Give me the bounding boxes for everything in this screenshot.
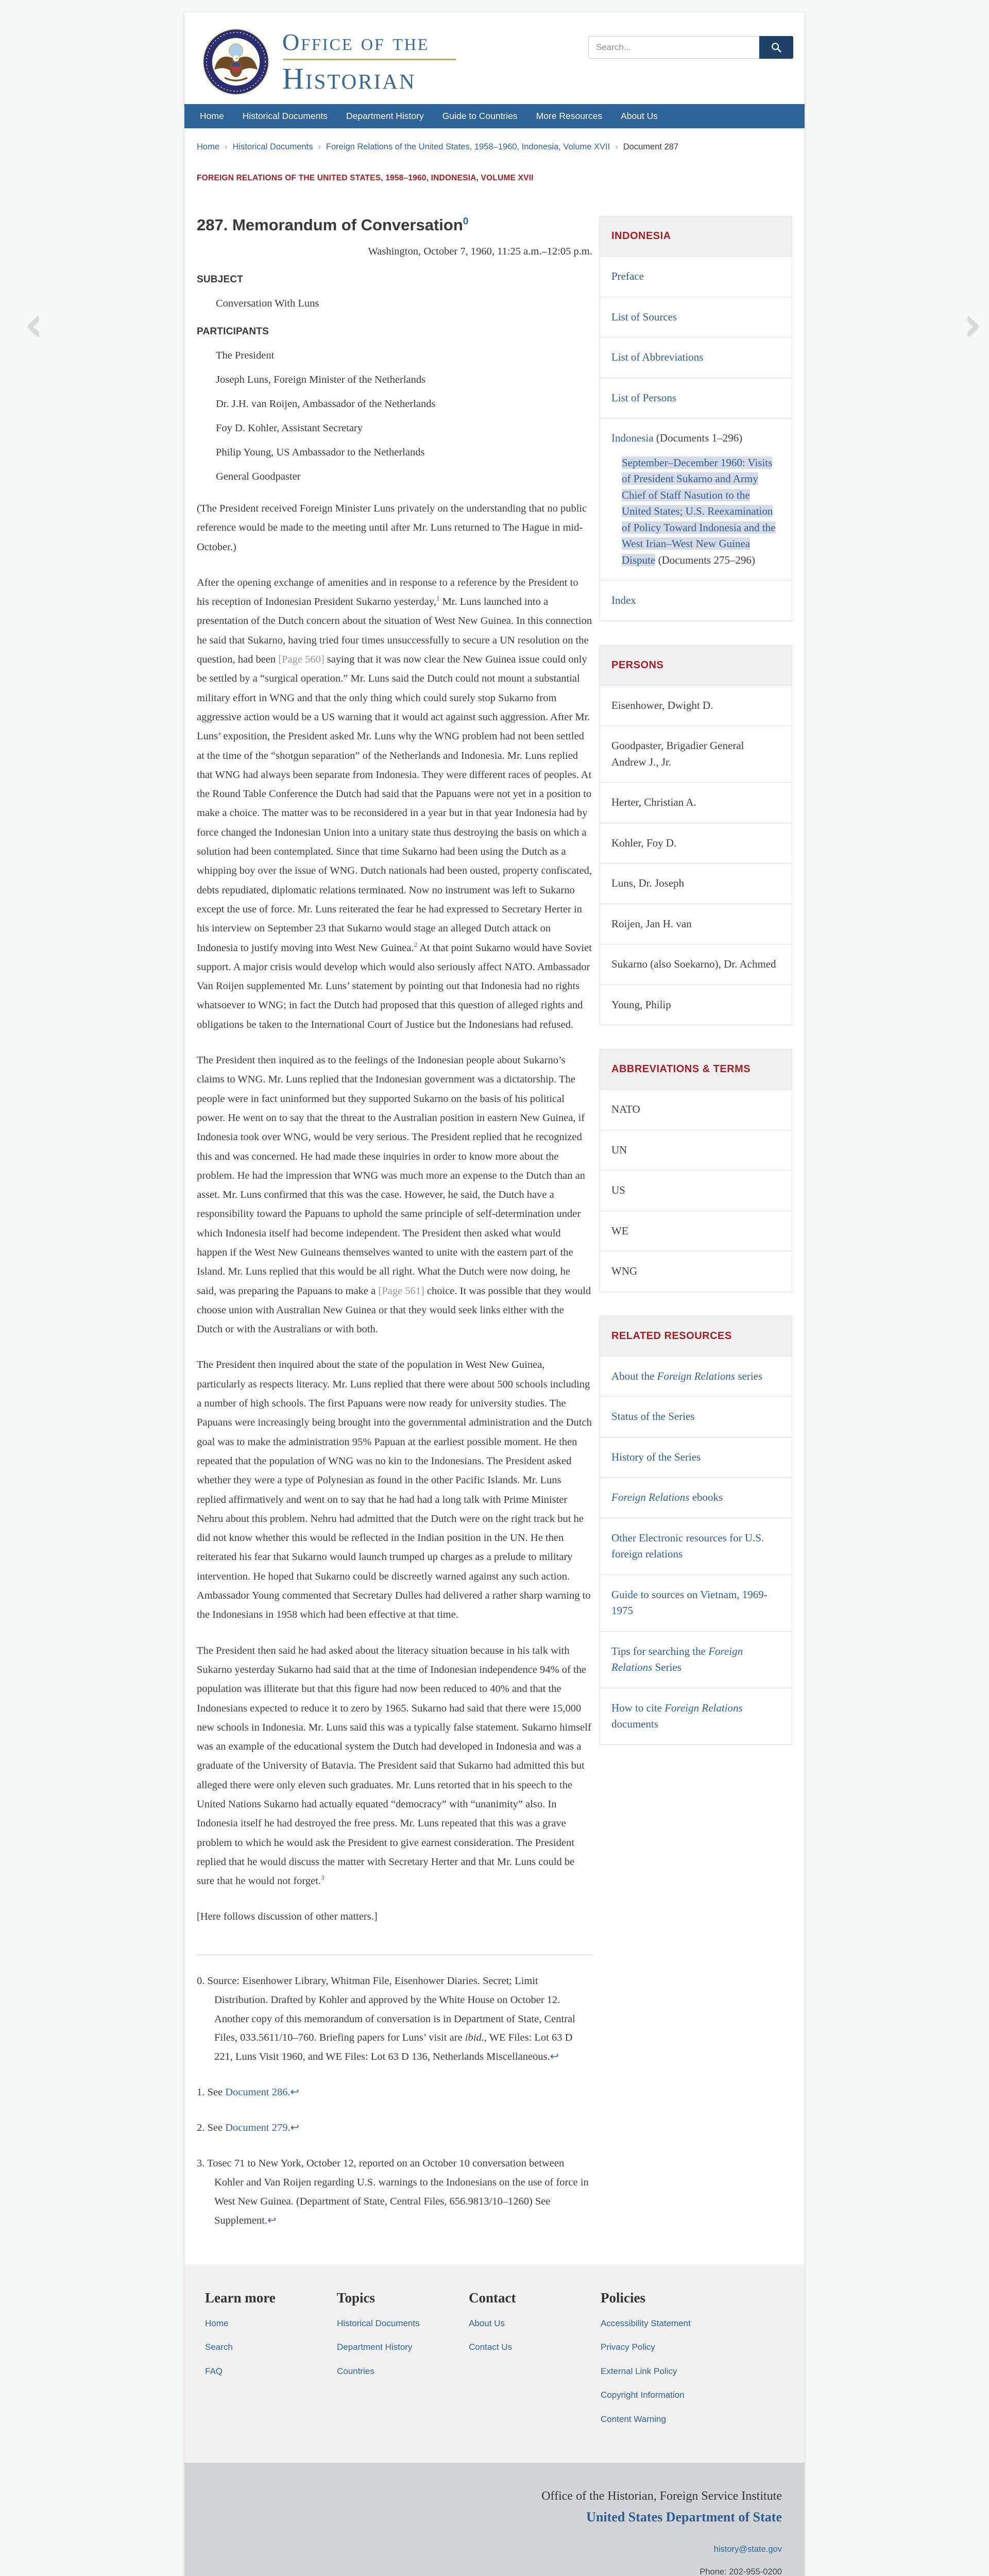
title-divider bbox=[283, 59, 456, 60]
body-paragraph bbox=[197, 1051, 592, 1339]
content-row bbox=[184, 216, 805, 2230]
participant: General Goodpaster bbox=[216, 471, 301, 482]
footnote bbox=[197, 2083, 592, 2102]
page bbox=[0, 12, 989, 2576]
footer-link-contact-us[interactable]: Contact Us bbox=[469, 2342, 513, 2352]
body-paragraph bbox=[197, 573, 592, 1035]
text-run: Eisenhower, Dwight D. bbox=[611, 699, 713, 711]
text-run: Sukarno (also Soekarno), Dr. Achmed bbox=[611, 958, 776, 970]
text-run: Roijen, Jan H. van bbox=[611, 917, 692, 930]
subject-value: Conversation With Luns bbox=[216, 298, 319, 309]
sidebar-link-item[interactable] bbox=[600, 1437, 792, 1478]
text-run: Source: Eisenhower Library, Whitman File, Eisenhower Diaries. Secret; Limit Distribution. Drafted by Kohler and approved by the White House on October 12. Another copy of this memorandum of conversation is in Department of State, Central Files, 033.5611/10–760. Briefing papers for Luns’ visit are bbox=[207, 1975, 575, 2044]
nav-item-home[interactable]: Home bbox=[200, 111, 224, 121]
sidebar-entry bbox=[600, 823, 792, 864]
document-main bbox=[197, 216, 592, 2230]
participants-label: PARTICIPANTS bbox=[197, 326, 269, 337]
text-run: WE bbox=[611, 1224, 628, 1237]
inline-link[interactable]: How to cite bbox=[611, 1701, 665, 1714]
search-input[interactable] bbox=[588, 36, 759, 59]
breadcrumb-separator: › bbox=[225, 142, 228, 151]
inline-link[interactable]: List of Sources bbox=[611, 310, 677, 323]
breadcrumb-link[interactable]: Home bbox=[197, 142, 220, 151]
footer-link-home[interactable]: Home bbox=[205, 2318, 229, 2328]
search-icon bbox=[771, 42, 782, 53]
inline-link[interactable]: Tips for searching the bbox=[611, 1645, 709, 1657]
sidebar-link-item[interactable] bbox=[600, 1632, 792, 1688]
sidebar-entry bbox=[600, 1171, 792, 1211]
sidebar-link-item[interactable] bbox=[600, 1518, 792, 1575]
footer-link-accessibility-statement[interactable]: Accessibility Statement bbox=[601, 2318, 691, 2328]
text-run: The President then said he had asked about the literacy situation because in his talk with Sukarno yesterday Sukarno had said that at the time of Indonesian independence 94% of the population was illiterate but that this figure had now been reduced to 40% and that the Indonesians expected to reduce it to zero by 1965. Sukarno had said that there were 15,000 new schools in Indonesia. Mr. Luns said this was a typically false statement. Sukarno himself was an example of the educational system the Dutch had developed in Indonesia and was a graduate of the University of Batavia. The President said that Sukarno had admitted this but alleged there were only eleven such graduates. Mr. Luns retorted that in his speech to the United Nations Sukarno had actually equated “democracy” with “unanimity” also. In Indonesia itself he had destroyed the free press. Mr. Luns repeated that this was a grave problem to which he would ask the President to give earnest consideration. The President replied that he would discuss the matter with Secretary Herter and that Mr. Luns could be sure that he would not forget. bbox=[197, 1645, 591, 1887]
footer-column-heading: Topics bbox=[337, 2290, 376, 2306]
subject-label: SUBJECT bbox=[197, 274, 244, 285]
participant: Foy D. Kohler, Assistant Secretary bbox=[216, 422, 363, 434]
inline-link[interactable]: Series bbox=[652, 1661, 681, 1673]
nav-item-historical-documents[interactable]: Historical Documents bbox=[242, 111, 328, 121]
participant: Dr. J.H. van Roijen, Ambassador of the Netherlands bbox=[216, 398, 436, 410]
site-title-line2: Historian bbox=[282, 62, 416, 96]
document-title: 287. Memorandum of Conversation$^0$ bbox=[197, 216, 469, 234]
inline-link[interactable]: series bbox=[735, 1369, 763, 1382]
inline-link[interactable]: ebooks bbox=[689, 1491, 723, 1503]
text-run: choice. It was possible that they would choose union with Australian New Guinea or that they would seek links either with the Dutch or with the Australians or with both. bbox=[197, 1285, 591, 1335]
footnote-number: 0. bbox=[197, 1975, 208, 1987]
footer-link-external-link-policy[interactable]: External Link Policy bbox=[601, 2366, 677, 2376]
text-run: See bbox=[207, 2087, 226, 2098]
text-run: Tosec 71 to New York, October 12, reported on an October 10 conversation between Kohler and Van Roijen regarding U.S. warnings to the Indonesians on the use of force in West New Guinea. (Department of State, Central Files, 656.9813/10–1260) See Supplement. bbox=[207, 2158, 589, 2226]
nav-item-guide-to-countries[interactable]: Guide to Countries bbox=[442, 111, 518, 121]
text-run: NATO bbox=[611, 1103, 640, 1115]
content-card bbox=[184, 12, 805, 2576]
breadcrumb-separator: › bbox=[615, 142, 618, 151]
sidebar-entry bbox=[600, 1130, 792, 1171]
text-run: saying that it was now clear the New Guinea issue could only be settled by a “surgical operation.” Mr. Luns said the Dutch could not mount a substantial military effort in WNG and that the only thing which could surely stop Sukarno from aggressive action would be a US warning that it would act against such aggression. After Mr. Luns’ exposition, the President asked Mr. Luns why the WNG problem had not been settled at the time of the “shotgun separation” of the Netherlands and Indonesia. Mr. Luns replied that WNG had always been separate from Indonesia. They were different races of peoples. At the Round Table Conference the Dutch had said that the Papuans were not yet in a position to make a choice. The matter was to be reconsidered in a year but in that year Indonesia had by force changed the Indonesian Union into a unitary state thus destroying the basis on which a solution had been contemplated. Since that time Sukarno had been using the Dutch as a whipping boy over the issue of WNG. Dutch nationals had been ousted, property confiscated, debts repudiated, diplomatic relations terminated. Now no instrument was left to Sukarno except the use of force. Mr. Luns reiterated the fear he had expressed to Secretary Herter in his interview on September 23 that Sukarno would stage an alleged Dutch attack on Indonesia to justify moving into West New Guinea. bbox=[197, 654, 592, 954]
volume-title: FOREIGN RELATIONS OF THE UNITED STATES, 1958–1960, INDONESIA, VOLUME XVII bbox=[197, 174, 534, 182]
sidebar bbox=[600, 216, 792, 1769]
department-of-state-link[interactable]: United States Department of State bbox=[586, 2510, 782, 2525]
breadcrumb bbox=[184, 128, 805, 152]
text-run: See bbox=[207, 2122, 226, 2134]
text-run: Young, Philip bbox=[611, 998, 671, 1011]
breadcrumb-link[interactable]: Historical Documents bbox=[232, 142, 313, 151]
sidebar-entry bbox=[600, 985, 792, 1025]
sidebar-link-item[interactable] bbox=[600, 337, 792, 378]
sidebar-link-item[interactable] bbox=[600, 378, 792, 419]
primary-nav bbox=[184, 104, 805, 128]
inline-link[interactable]: List of Abbreviations bbox=[611, 351, 704, 363]
footer-link-countries[interactable]: Countries bbox=[337, 2366, 374, 2376]
site-title[interactable] bbox=[282, 30, 456, 96]
nav-item-more-resources[interactable]: More Resources bbox=[536, 111, 603, 121]
sidebar-link-item[interactable] bbox=[600, 257, 792, 297]
text-run: (Documents 275–296) bbox=[655, 553, 755, 566]
breadcrumb-link[interactable]: Foreign Relations of the United States, 1958–1960, Indonesia, Volume XVII bbox=[326, 142, 610, 151]
footer-link-content-warning[interactable]: Content Warning bbox=[601, 2414, 666, 2424]
footer-link-historical-documents[interactable]: Historical Documents bbox=[337, 2318, 420, 2328]
participant: The President bbox=[216, 350, 275, 361]
text-run: Mr. Luns launched into a presentation of the Dutch concern about the situation of West New Guinea. In this connection he said that Sukarno, having tried four times unsuccessfully to secure a UN resolution on the question, had been bbox=[197, 596, 592, 666]
nav-item-department-history[interactable]: Department History bbox=[346, 111, 424, 121]
sidebar-sub-item bbox=[622, 455, 780, 569]
sidebar-entry bbox=[600, 1211, 792, 1252]
breadcrumb-separator: › bbox=[318, 142, 321, 151]
department-of-state-seal-logo[interactable] bbox=[202, 28, 270, 96]
footer-link-faq[interactable]: FAQ bbox=[205, 2366, 223, 2376]
footer-column-policies bbox=[601, 2290, 732, 2426]
participant: Philip Young, US Ambassador to the Netherlands bbox=[216, 447, 425, 458]
footnote-ref-link[interactable]: 2 bbox=[414, 940, 418, 948]
footnote bbox=[197, 1972, 592, 2066]
next-document-arrow-icon[interactable]: › bbox=[963, 297, 982, 350]
sidebar-link-item[interactable] bbox=[600, 1357, 792, 1397]
text-run: Luns, Dr. Joseph bbox=[611, 877, 685, 889]
inline-link[interactable]: Preface bbox=[611, 270, 644, 282]
text-run: (Documents 1–296) bbox=[653, 432, 743, 444]
inline-link[interactable]: List of Persons bbox=[611, 391, 676, 404]
text-run: Kohler, Foy D. bbox=[611, 836, 677, 849]
footer-link-search[interactable]: Search bbox=[205, 2342, 233, 2352]
site-title-line1: Office of the bbox=[282, 29, 430, 55]
page-marker: [Page 561] bbox=[378, 1285, 424, 1297]
document-body bbox=[197, 499, 592, 1927]
great-seal-icon bbox=[202, 28, 270, 96]
sidebar-section-title: INDONESIA bbox=[600, 216, 792, 257]
inline-link[interactable]: Index bbox=[611, 594, 636, 606]
site-header bbox=[184, 12, 805, 104]
sidebar-entry bbox=[600, 904, 792, 945]
footer-column-contact bbox=[469, 2290, 601, 2426]
footnote-number: 2. bbox=[197, 2122, 208, 2134]
inline-link[interactable]: Status of the Series bbox=[611, 1410, 695, 1422]
text-run: At that point Sukarno would have Soviet support. A major crisis would develop which would also seriously affect NATO. Ambassador Van Roijen supplemented Mr. Luns’ statement by pointing out that Indonesia had no rights whatsoever to WNG; in fact the Dutch had proposed that this question of alleged rights and obligations be taken to the International Court of Justice but the Indonesians had refused. bbox=[197, 942, 592, 1030]
body-paragraph bbox=[197, 499, 592, 557]
sidebar-link-item[interactable] bbox=[600, 297, 792, 338]
search-box bbox=[588, 36, 793, 59]
inline-link-italic[interactable]: Foreign Relations bbox=[611, 1491, 690, 1503]
footnotes bbox=[197, 1972, 592, 2230]
participant: Joseph Luns, Foreign Minister of the Netherlands bbox=[216, 374, 426, 385]
footnote-return-link[interactable]: ↩ bbox=[267, 2214, 277, 2226]
text-run: , WE Files: Lot 63 D 221, Luns Visit 1960, and WE Files: Lot 63 D 136, Netherlands Miscellaneous. bbox=[214, 2032, 573, 2063]
sidebar-entry bbox=[600, 863, 792, 904]
body-paragraph bbox=[197, 1641, 592, 1891]
sidebar-section-persons bbox=[600, 645, 792, 1026]
body-paragraph bbox=[197, 1355, 592, 1624]
sidebar-link-item[interactable] bbox=[600, 1397, 792, 1437]
footer-link-privacy-policy[interactable]: Privacy Policy bbox=[601, 2342, 655, 2352]
text-run: . bbox=[287, 2122, 291, 2134]
agency-name: Office of the Historian, Foreign Service Institute bbox=[541, 2489, 782, 2503]
footer-column-heading: Policies bbox=[601, 2290, 645, 2306]
inline-link[interactable]: Document 286 bbox=[225, 2087, 288, 2098]
inline-link[interactable]: Document 279 bbox=[225, 2122, 288, 2134]
sidebar-link-item[interactable] bbox=[600, 1478, 792, 1518]
sidebar-section-title: PERSONS bbox=[600, 646, 792, 686]
inline-link[interactable]: About the bbox=[611, 1369, 657, 1382]
footnote-number: 3. bbox=[197, 2158, 208, 2170]
search-button[interactable] bbox=[759, 36, 793, 59]
text-run: The President then inquired as to the feelings of the Indonesian people about Sukarno’s claims to WNG. Mr. Luns replied that the Indonesian government was a dictatorship. The people were in fact uninformed but they supported Sukarno on the basis of his political power. He went on to say that the threat to the Australian position in eastern New Guinea, if Indonesia took over WNG, would be very serious. The President replied that he recognized this and was concerned. He had made these inquiries in order to know more about the problem. He had the impression that WNG was much more an expense to the Dutch than an asset. Mr. Luns confirmed that this was the case. However, he said, the Dutch have a responsibility toward the Papuans to uphold the same principle of self-determination under which Indonesia itself had become independent. The President then asked what would happen if the West New Guineans themselves wanted to unite with the eastern part of the Island. Mr. Luns replied that this would be all right. What the Dutch were now doing, he said, was preparing the Papuans to make a bbox=[197, 1055, 585, 1297]
sidebar-entry bbox=[600, 783, 792, 823]
footnote-return-link[interactable]: ↩ bbox=[290, 2087, 299, 2098]
sidebar-entry bbox=[600, 686, 792, 726]
footnote bbox=[197, 2119, 592, 2138]
sidebar-link-item[interactable] bbox=[600, 581, 792, 621]
sidebar-link-item[interactable] bbox=[600, 418, 792, 581]
sidebar-section-abbreviations-terms bbox=[600, 1049, 792, 1292]
sidebar-link-item[interactable] bbox=[600, 1688, 792, 1744]
inline-link[interactable]: Indonesia bbox=[611, 432, 654, 444]
text-run: UN bbox=[611, 1143, 627, 1156]
sidebar-entry bbox=[600, 726, 792, 783]
footnote-return-link[interactable]: ↩ bbox=[290, 2122, 299, 2134]
contact-email-link[interactable]: history@state.gov bbox=[713, 2545, 782, 2554]
participants-list bbox=[197, 350, 592, 483]
text-run: After the opening exchange of amenities and in response to a reference by the President to his reception of Indonesian President Sukarno yesterday, bbox=[197, 577, 578, 608]
footer-column-heading: Learn more bbox=[205, 2290, 276, 2306]
text-run: . bbox=[287, 2087, 291, 2098]
page-marker: [Page 560] bbox=[278, 654, 325, 666]
text-run: US bbox=[611, 1184, 625, 1196]
text-run: (The President received Foreign Minister Luns privately on the understanding that no public reference would be made to the meeting until after Mr. Luns returned to The Hague in mid-October.) bbox=[197, 503, 587, 553]
footnote-return-link[interactable]: ↩ bbox=[550, 2051, 559, 2063]
sidebar-section-title: ABBREVIATIONS & TERMS bbox=[600, 1049, 792, 1090]
nav-item-about-us[interactable]: About Us bbox=[621, 111, 658, 121]
sidebar-entry bbox=[600, 1251, 792, 1292]
sidebar-entry bbox=[600, 944, 792, 985]
text-run: The President then inquired about the state of the population in West New Guinea, particularly as respects literacy. Mr. Luns replied that there were about 500 schools including a number of high schools. The first Papuans were now ready for university studies. The Papuans were increasingly being brought into the governmental administration and the Dutch goal was to make the administration 95% Papuan at the earliest possible moment. He then repeated that the population of WNG was no kin to the Indonesians. The President asked whether they were a type of Polynesian as found in the other Pacific Islands. Mr. Luns replied affirmatively and went on to say that he had had a long talk with Prime Minister Nehru about this problem. Nehru had admitted that the Dutch were on the right track but he did not know whether this would be reflected in the Indian position in the UN. He then reiterated his fear that Sukarno would launch trumped up charges as a prelude to military intervention. He hoped that Sukarno could be discreetly warned against any such action. Ambassador Young commented that Secretary Dulles had delivered a rather sharp warning to the Indonesians in 1958 which had been effective at that time. bbox=[197, 1359, 592, 1621]
text-run: Goodpaster, Brigadier General Andrew J., Jr. bbox=[611, 739, 744, 768]
phone-number: Phone: 202-955-0200 bbox=[700, 2567, 782, 2576]
footnote-ref-link[interactable]: 3 bbox=[321, 1874, 325, 1882]
footnote-number: 1. bbox=[197, 2087, 208, 2098]
inline-link[interactable]: Guide to sources on Vietnam, 1969-1975 bbox=[611, 1588, 768, 1617]
breadcrumb-current: Document 287 bbox=[623, 142, 679, 151]
sidebar-section-indonesia bbox=[600, 216, 792, 621]
title-footnote-link[interactable]: 0 bbox=[463, 216, 469, 227]
italic-text: ibid. bbox=[465, 2032, 484, 2044]
footer-link-department-history[interactable]: Department History bbox=[337, 2342, 413, 2352]
body-paragraph bbox=[197, 1907, 592, 1926]
agency-footer bbox=[184, 2463, 805, 2576]
footer-column-heading: Contact bbox=[469, 2290, 516, 2306]
previous-document-arrow-icon[interactable]: ‹ bbox=[25, 297, 43, 350]
text-run: [Here follows discussion of other matters.] bbox=[197, 1911, 378, 1923]
text-run: Herter, Christian A. bbox=[611, 796, 696, 808]
footer-column-topics bbox=[337, 2290, 469, 2426]
dateline: Washington, October 7, 1960, 11:25 a.m.–12:05 p.m. bbox=[368, 246, 592, 257]
footer-link-copyright-information[interactable]: Copyright Information bbox=[601, 2390, 685, 2400]
inline-link-italic[interactable]: Foreign Relations bbox=[657, 1369, 736, 1382]
sidebar-entry bbox=[600, 1090, 792, 1130]
highlighted-link[interactable]: September–December 1960: Visits of President Sukarno and Army Chief of Staff Nasution to the United States; U.S. Reexamination of Policy Toward Indonesia and the West Irian–West New Guinea Dispute bbox=[622, 456, 776, 566]
inline-link-italic[interactable]: Foreign Relations bbox=[664, 1701, 743, 1714]
inline-link[interactable]: Other Electronic resources for U.S. foreign relations bbox=[611, 1531, 764, 1560]
sidebar-section-related-resources bbox=[600, 1316, 792, 1745]
footer-column-learn-more bbox=[205, 2290, 337, 2426]
sidebar-section-title: RELATED RESOURCES bbox=[600, 1316, 792, 1357]
text-run: WNG bbox=[611, 1265, 638, 1277]
footer-link-about-us[interactable]: About Us bbox=[469, 2318, 505, 2328]
footnote-ref-link[interactable]: 1 bbox=[436, 595, 440, 603]
sidebar-link-item[interactable] bbox=[600, 1575, 792, 1632]
inline-link[interactable]: documents bbox=[611, 1718, 658, 1730]
inline-link-italic[interactable]: Foreign Relations bbox=[611, 1645, 743, 1673]
site-footer bbox=[184, 2264, 805, 2463]
inline-link[interactable]: History of the Series bbox=[611, 1450, 701, 1463]
footnote bbox=[197, 2154, 592, 2230]
